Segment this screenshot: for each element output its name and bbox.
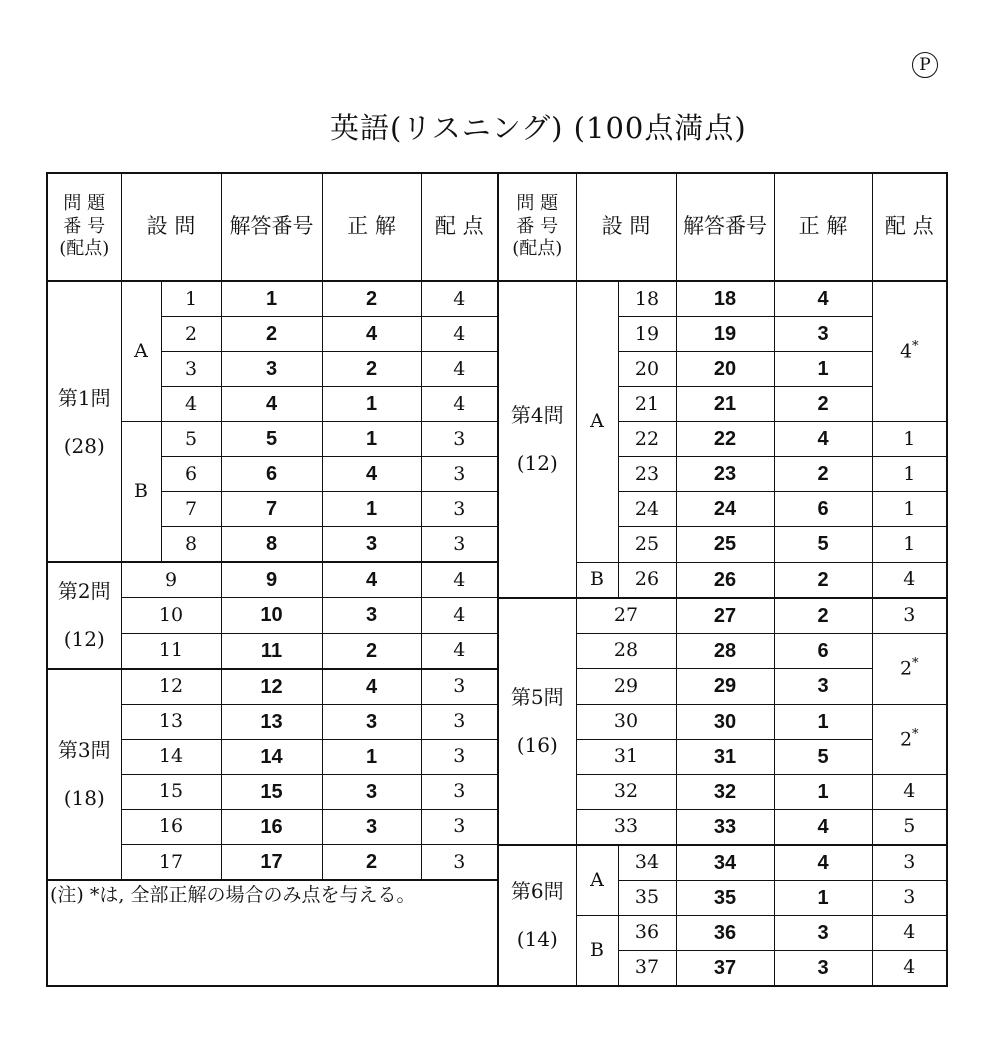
cell-number: 13 bbox=[121, 704, 221, 739]
cell-correct: 6 bbox=[774, 492, 872, 527]
table-row bbox=[47, 809, 947, 845]
cell-correct: 1 bbox=[774, 704, 872, 739]
group-q3: 第3問 (18) bbox=[47, 669, 121, 881]
table-row bbox=[47, 669, 947, 705]
cell-answer-no: 1 bbox=[221, 281, 322, 317]
cell-number: 23 bbox=[618, 457, 676, 492]
cell-answer-no: 35 bbox=[676, 880, 774, 915]
cell-number: 8 bbox=[161, 527, 221, 563]
cell-number: 7 bbox=[161, 492, 221, 527]
cell-number: 25 bbox=[618, 527, 676, 563]
cell-answer-no: 23 bbox=[676, 457, 774, 492]
cell-correct: 5 bbox=[774, 739, 872, 774]
cell-correct: 3 bbox=[322, 809, 421, 845]
cell-number: 19 bbox=[618, 317, 676, 352]
cell-points: 4 bbox=[872, 562, 947, 598]
cell-correct: 4 bbox=[774, 422, 872, 457]
cell-points: 4 bbox=[872, 774, 947, 809]
cell-answer-no: 7 bbox=[221, 492, 322, 527]
header-answer-no-right: 解答番号 bbox=[676, 173, 774, 281]
cell-number: 32 bbox=[576, 774, 676, 809]
cell-answer-no: 5 bbox=[221, 422, 322, 457]
cell-answer-no: 17 bbox=[221, 845, 322, 881]
cell-points: 4 bbox=[421, 562, 498, 598]
sub-a: A bbox=[121, 281, 161, 422]
cell-points-group: 4* bbox=[872, 281, 947, 422]
cell-points-group: 2* bbox=[872, 633, 947, 704]
cell-correct: 6 bbox=[774, 633, 872, 669]
cell-correct: 2 bbox=[774, 562, 872, 598]
cell-correct: 4 bbox=[322, 669, 421, 705]
cell-answer-no: 33 bbox=[676, 809, 774, 845]
cell-correct: 3 bbox=[774, 669, 872, 705]
sub-a: A bbox=[576, 845, 618, 916]
cell-correct: 2 bbox=[774, 598, 872, 634]
table-row bbox=[47, 633, 947, 669]
cell-answer-no: 24 bbox=[676, 492, 774, 527]
table-row bbox=[47, 281, 947, 317]
cell-number: 15 bbox=[121, 774, 221, 809]
cell-answer-no: 3 bbox=[221, 352, 322, 387]
cell-points: 3 bbox=[872, 598, 947, 634]
cell-number: 31 bbox=[576, 739, 676, 774]
cell-points: 1 bbox=[872, 492, 947, 527]
header-correct-right: 正 解 bbox=[774, 173, 872, 281]
cell-answer-no: 16 bbox=[221, 809, 322, 845]
cell-number: 2 bbox=[161, 317, 221, 352]
cell-answer-no: 36 bbox=[676, 915, 774, 950]
header-correct: 正 解 bbox=[322, 173, 421, 281]
cell-answer-no: 19 bbox=[676, 317, 774, 352]
cell-number: 12 bbox=[121, 669, 221, 705]
cell-number: 36 bbox=[618, 915, 676, 950]
cell-answer-no: 13 bbox=[221, 704, 322, 739]
cell-number: 16 bbox=[121, 809, 221, 845]
table-row bbox=[47, 527, 947, 563]
group-q4: 第4問 (12) bbox=[498, 281, 576, 598]
cell-correct: 4 bbox=[774, 845, 872, 881]
cell-points: 1 bbox=[872, 422, 947, 457]
cell-points: 3 bbox=[421, 704, 498, 739]
table-row bbox=[47, 845, 947, 881]
sub-b: B bbox=[576, 915, 618, 986]
cell-correct: 2 bbox=[322, 281, 421, 317]
cell-number: 14 bbox=[121, 739, 221, 774]
cell-answer-no: 26 bbox=[676, 562, 774, 598]
cell-correct: 4 bbox=[774, 281, 872, 317]
cell-correct: 4 bbox=[774, 809, 872, 845]
cell-answer-no: 2 bbox=[221, 317, 322, 352]
cell-points: 3 bbox=[421, 457, 498, 492]
cell-correct: 4 bbox=[322, 562, 421, 598]
header-question-right: 設 問 bbox=[576, 173, 676, 281]
cell-number: 1 bbox=[161, 281, 221, 317]
cell-answer-no: 34 bbox=[676, 845, 774, 881]
cell-correct: 2 bbox=[322, 352, 421, 387]
cell-number: 4 bbox=[161, 387, 221, 422]
cell-points-group: 2* bbox=[872, 704, 947, 774]
cell-number: 30 bbox=[576, 704, 676, 739]
cell-points: 4 bbox=[421, 387, 498, 422]
cell-correct: 1 bbox=[322, 422, 421, 457]
cell-number: 20 bbox=[618, 352, 676, 387]
cell-correct: 4 bbox=[322, 317, 421, 352]
header-row bbox=[47, 173, 947, 281]
sub-b: B bbox=[576, 562, 618, 598]
cell-correct: 1 bbox=[774, 352, 872, 387]
cell-correct: 2 bbox=[774, 457, 872, 492]
cell-correct: 4 bbox=[322, 457, 421, 492]
cell-number: 27 bbox=[576, 598, 676, 634]
cell-number: 9 bbox=[121, 562, 221, 598]
group-q5: 第5問 (16) bbox=[498, 598, 576, 845]
cell-correct: 3 bbox=[774, 950, 872, 986]
cell-correct: 3 bbox=[322, 598, 421, 634]
cell-number: 29 bbox=[576, 669, 676, 705]
cell-number: 6 bbox=[161, 457, 221, 492]
cell-number: 28 bbox=[576, 633, 676, 669]
cell-points: 3 bbox=[421, 809, 498, 845]
cell-answer-no: 6 bbox=[221, 457, 322, 492]
table-row bbox=[47, 492, 947, 527]
header-question: 設 問 bbox=[121, 173, 221, 281]
cell-correct: 2 bbox=[322, 845, 421, 881]
table-row bbox=[47, 457, 947, 492]
cell-points: 4 bbox=[421, 281, 498, 317]
cell-answer-no: 20 bbox=[676, 352, 774, 387]
cell-correct: 3 bbox=[322, 774, 421, 809]
cell-correct: 5 bbox=[774, 527, 872, 563]
group-q1: 第1問 (28) bbox=[47, 281, 121, 562]
cell-points: 3 bbox=[421, 422, 498, 457]
cell-points: 3 bbox=[421, 774, 498, 809]
table-row bbox=[47, 387, 947, 422]
sub-a: A bbox=[576, 281, 618, 562]
variant-mark-p: P bbox=[912, 52, 938, 78]
cell-number: 34 bbox=[618, 845, 676, 881]
header-problem: 問 題 番 号 (配点) bbox=[47, 173, 121, 281]
cell-number: 35 bbox=[618, 880, 676, 915]
cell-points: 3 bbox=[421, 669, 498, 705]
cell-answer-no: 30 bbox=[676, 704, 774, 739]
cell-correct: 1 bbox=[322, 387, 421, 422]
cell-points: 1 bbox=[872, 457, 947, 492]
cell-points: 4 bbox=[872, 915, 947, 950]
table-row bbox=[47, 562, 947, 598]
cell-correct: 3 bbox=[774, 317, 872, 352]
cell-answer-no: 18 bbox=[676, 281, 774, 317]
header-points-right: 配 点 bbox=[872, 173, 947, 281]
cell-number: 3 bbox=[161, 352, 221, 387]
cell-answer-no: 9 bbox=[221, 562, 322, 598]
cell-answer-no: 14 bbox=[221, 739, 322, 774]
cell-answer-no: 31 bbox=[676, 739, 774, 774]
cell-points: 3 bbox=[421, 492, 498, 527]
table-row bbox=[47, 774, 947, 809]
cell-points: 3 bbox=[872, 845, 947, 881]
cell-answer-no: 8 bbox=[221, 527, 322, 563]
cell-answer-no: 32 bbox=[676, 774, 774, 809]
cell-number: 11 bbox=[121, 633, 221, 669]
cell-answer-no: 29 bbox=[676, 669, 774, 705]
table-row bbox=[47, 880, 947, 915]
cell-points: 4 bbox=[421, 317, 498, 352]
cell-points: 4 bbox=[872, 950, 947, 986]
cell-points: 4 bbox=[421, 633, 498, 669]
cell-answer-no: 28 bbox=[676, 633, 774, 669]
header-points: 配 点 bbox=[421, 173, 498, 281]
footnote: (注) *は, 全部正解の場合のみ点を与える。 bbox=[47, 880, 498, 986]
cell-points: 5 bbox=[872, 809, 947, 845]
table-row bbox=[47, 352, 947, 387]
cell-points: 3 bbox=[421, 845, 498, 881]
cell-answer-no: 21 bbox=[676, 387, 774, 422]
cell-number: 5 bbox=[161, 422, 221, 457]
cell-correct: 2 bbox=[322, 633, 421, 669]
cell-answer-no: 25 bbox=[676, 527, 774, 563]
cell-correct: 3 bbox=[774, 915, 872, 950]
cell-number: 22 bbox=[618, 422, 676, 457]
cell-correct: 2 bbox=[774, 387, 872, 422]
cell-correct: 1 bbox=[774, 774, 872, 809]
cell-points: 4 bbox=[421, 598, 498, 634]
cell-correct: 1 bbox=[322, 739, 421, 774]
cell-points: 1 bbox=[872, 527, 947, 563]
table-row bbox=[47, 598, 947, 634]
cell-points: 3 bbox=[421, 739, 498, 774]
cell-number: 33 bbox=[576, 809, 676, 845]
cell-answer-no: 4 bbox=[221, 387, 322, 422]
cell-number: 10 bbox=[121, 598, 221, 634]
cell-number: 18 bbox=[618, 281, 676, 317]
cell-number: 24 bbox=[618, 492, 676, 527]
cell-number: 37 bbox=[618, 950, 676, 986]
cell-answer-no: 15 bbox=[221, 774, 322, 809]
table-row bbox=[47, 739, 947, 774]
cell-correct: 3 bbox=[322, 527, 421, 563]
cell-answer-no: 11 bbox=[221, 633, 322, 669]
cell-correct: 1 bbox=[322, 492, 421, 527]
cell-answer-no: 27 bbox=[676, 598, 774, 634]
table-row bbox=[47, 704, 947, 739]
cell-answer-no: 22 bbox=[676, 422, 774, 457]
cell-number: 17 bbox=[121, 845, 221, 881]
cell-points: 4 bbox=[421, 352, 498, 387]
cell-correct: 1 bbox=[774, 880, 872, 915]
cell-answer-no: 10 bbox=[221, 598, 322, 634]
header-problem-right: 問 題 番 号 (配点) bbox=[498, 173, 576, 281]
cell-correct: 3 bbox=[322, 704, 421, 739]
page-title: 英語(リスニング) (100点満点) bbox=[330, 111, 747, 145]
sub-b: B bbox=[121, 422, 161, 563]
header-answer-no: 解答番号 bbox=[221, 173, 322, 281]
cell-points: 3 bbox=[872, 880, 947, 915]
table-row bbox=[47, 317, 947, 352]
table-row bbox=[47, 422, 947, 457]
cell-answer-no: 12 bbox=[221, 669, 322, 705]
group-q6: 第6問 (14) bbox=[498, 845, 576, 986]
cell-number: 21 bbox=[618, 387, 676, 422]
answer-table bbox=[46, 172, 948, 987]
cell-number: 26 bbox=[618, 562, 676, 598]
group-q2: 第2問 (12) bbox=[47, 562, 121, 669]
cell-answer-no: 37 bbox=[676, 950, 774, 986]
cell-points: 3 bbox=[421, 527, 498, 563]
